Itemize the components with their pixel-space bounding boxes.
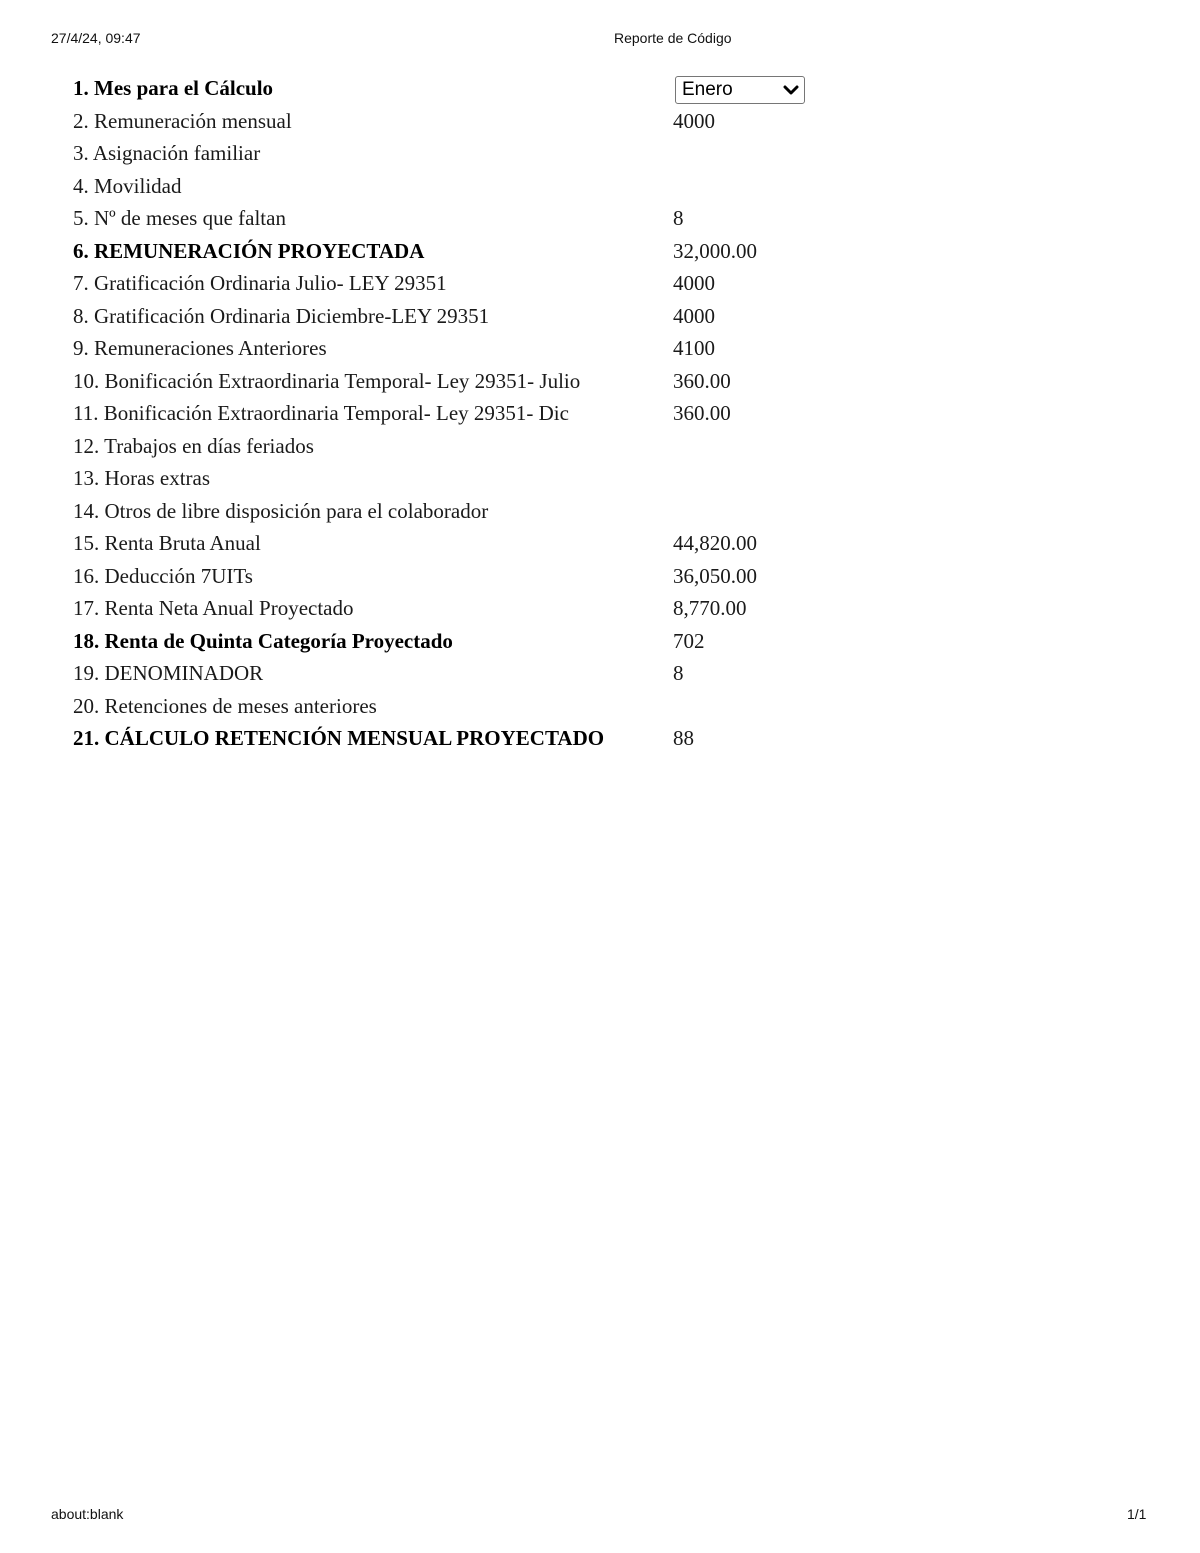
month-label: 1. Mes para el Cálculo [73,76,274,100]
print-page-number: 1/1 [1127,1506,1147,1522]
row-remuneraciones-anteriores [73,332,833,365]
row-otros-libre-disposicion [73,495,833,528]
row-remuneracion-proyectada [73,235,833,268]
row-value: 4100 [673,336,715,360]
chevron-down-icon [783,84,799,96]
report-table [73,72,833,755]
row-renta-bruta-anual [73,527,833,560]
row-deduccion-7uits [73,560,833,593]
row-renta-neta-anual [73,592,833,625]
row-value: 360.00 [673,401,731,425]
row-label: 9. Remuneraciones Anteriores [73,336,327,360]
row-meses-faltan [73,202,833,235]
row-gratificacion-julio [73,267,833,300]
row-calculo-retencion-mensual [73,722,833,755]
row-label: 15. Renta Bruta Anual [73,531,261,555]
print-title: Reporte de Código [614,30,732,46]
row-bonificacion-dic [73,397,833,430]
row-denominador [73,657,833,690]
row-bonificacion-julio [73,365,833,398]
row-value: 8 [673,661,684,685]
row-value: 8,770.00 [673,596,747,620]
row-value: 88 [673,726,694,750]
row-label: 11. Bonificación Extraordinaria Temporal- Ley 29351- Dic [73,401,569,425]
row-remuneracion-mensual [73,105,833,138]
row-value: 4000 [673,303,715,328]
row-label: 7. Gratificación Ordinaria Julio- LEY 29351 [73,271,447,295]
print-footer [0,1506,1200,1526]
row-label: 12. Trabajos en días feriados [73,433,314,458]
row-label: 17. Renta Neta Anual Proyectado [73,596,354,620]
row-label: 4. Movilidad [73,173,182,198]
row-label: 19. DENOMINADOR [73,661,264,685]
row-label: 16. Deducción 7UITs [73,563,253,588]
row-label: 21. CÁLCULO RETENCIÓN MENSUAL PROYECTADO [73,726,605,750]
row-value: 36,050.00 [673,563,757,588]
row-month [73,72,833,105]
row-label: 5. Nº de meses que faltan [73,206,286,230]
row-label: 14. Otros de libre disposición para el colaborador [73,498,489,523]
row-renta-quinta-categoria [73,625,833,658]
row-label: 18. Renta de Quinta Categoría Proyectado [73,628,453,653]
row-value: 8 [673,206,684,230]
month-select-value: Enero [682,79,733,100]
row-value: 360.00 [673,368,731,393]
row-trabajos-feriados [73,430,833,463]
row-value: 44,820.00 [673,531,757,555]
row-value: 32,000.00 [673,238,757,263]
row-value: 4000 [673,108,715,133]
row-gratificacion-diciembre [73,300,833,333]
row-value: 702 [673,628,705,653]
row-movilidad [73,170,833,203]
row-label: 20. Retenciones de meses anteriores [73,693,377,718]
row-horas-extras [73,462,833,495]
print-url: about:blank [51,1506,124,1522]
row-label: 8. Gratificación Ordinaria Diciembre-LEY 29351 [73,303,490,328]
row-value: 4000 [673,271,715,295]
month-cell [673,72,833,105]
row-label: 13. Horas extras [73,466,211,490]
row-label: 2. Remuneración mensual [73,108,292,133]
print-date: 27/4/24, 09:47 [51,30,141,46]
row-label: 3. Asignación familiar [73,141,261,165]
row-retenciones-anteriores [73,690,833,723]
row-asignacion-familiar [73,137,833,170]
row-label: 10. Bonificación Extraordinaria Temporal- Ley 29351- Julio [73,368,581,393]
month-select[interactable] [675,76,805,104]
print-header [0,30,1200,50]
row-label: 6. REMUNERACIÓN PROYECTADA [73,238,425,263]
